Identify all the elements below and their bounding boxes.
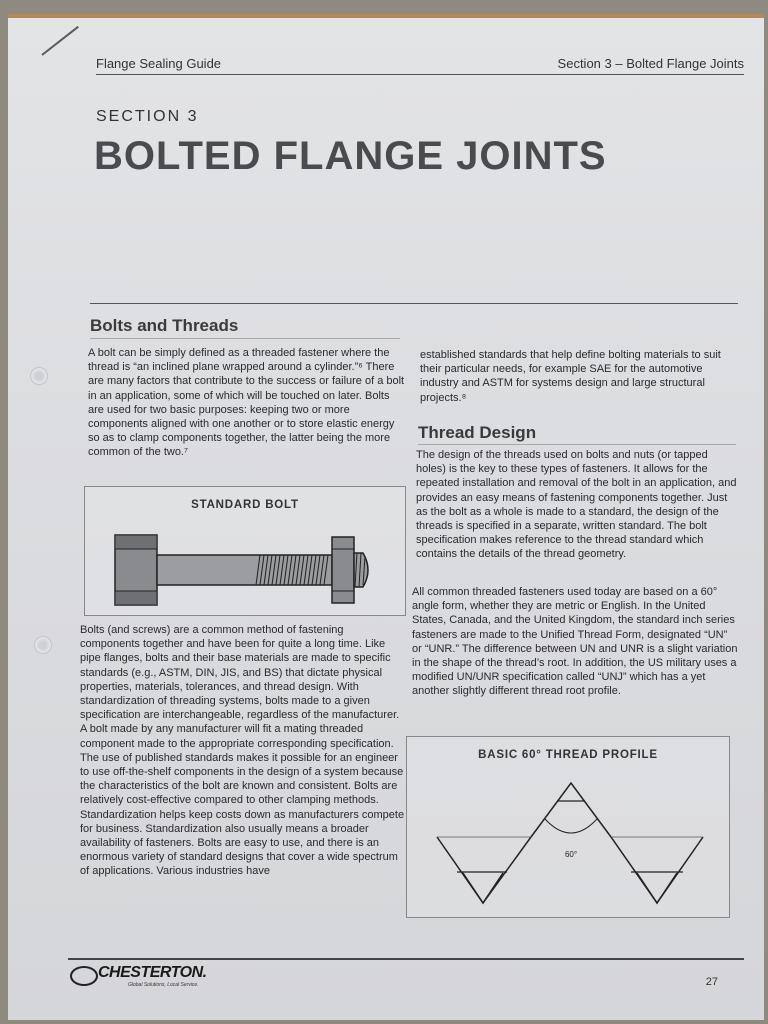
chesterton-logo [70, 964, 230, 992]
heading-thread-design: Thread Design [418, 423, 537, 442]
heading-rule [418, 444, 736, 445]
heading-bolts-and-threads: Bolts and Threads [90, 316, 239, 335]
binder-hole [30, 367, 48, 385]
title-rule [90, 303, 738, 304]
binder-hole [34, 636, 52, 654]
heading-rule [90, 338, 400, 339]
figure-title: STANDARD BOLT [191, 499, 299, 511]
bolt-illustration [85, 487, 405, 615]
figure-thread-profile [406, 736, 730, 918]
section-label: SECTION 3 [96, 108, 199, 125]
paragraph: established standards that help define bolting materials to suit their particular needs, for example SAE for the automotive industry and ASTM for systems design and large structural projects.⁸ [420, 349, 721, 404]
page-top-edge [8, 14, 764, 18]
document-page [8, 14, 764, 1020]
figure-standard-bolt [84, 486, 406, 616]
pen-mark [41, 26, 78, 56]
running-header-right: Section 3 – Bolted Flange Joints [557, 56, 744, 71]
logo-text: CHESTERTON. [98, 964, 207, 981]
logo-tagline: Global Solutions, Local Service. [128, 982, 199, 988]
running-header-left: Flange Sealing Guide [96, 56, 222, 71]
thread-profile-diagram [407, 737, 729, 917]
paragraph: Bolts (and screws) are a common method of fastening components together and have been for quite a long time. Like pipe flanges, bolts and their base materials are made to specific standards (e.g., ASTM, DIN, JIS, and BS) that dictate physical properties, materials, tolerances, and thread design. With standardization of threading systems, bolts made to a given specification are interchangeable, regardless of the manufacturer. A bolt made by any manufacturer will fit a mating threaded component made to the appropriate corresponding specification. The use of published standards makes it possible for an engineer to use off-the-shelf components in the design of a system because the characteristics of the bolt are known and consistent. Bolts are relatively cost-effective compared to other clamping methods. Standardization helps keep costs down as manufacturers compete for business. Standardization also usually means a broader availability of fasteners. Bolts are easy to use, and there is an enormous variety of standard designs that cover a wide spectrum of applications. Various industries have [80, 624, 405, 878]
page-number: 27 [705, 976, 718, 988]
figure-title: BASIC 60° THREAD PROFILE [478, 749, 658, 761]
logo-icon [70, 966, 98, 986]
paragraph: A bolt can be simply defined as a threaded fastener where the thread is “an inclined plane wrapped around a cylinder.”⁶ There are many factors that contribute to the success or failure of a bolt in an application, some of which will be touched on later. Bolts are used for two basic purposes: keeping two or more components aligned with one another or to store elastic energy so as to clamp components together, the latter being the more common of the two.⁷ [88, 347, 405, 459]
angle-label: 60° [564, 850, 578, 859]
page-title: BOLTED FLANGE JOINTS [94, 134, 607, 178]
footer-rule [68, 958, 744, 960]
paragraph: The design of the threads used on bolts and nuts (or tapped holes) is the key to these types of fasteners. It allows for the repeated installation and removal of the bolt in an application, and provides an easy means of fastening components together. Just as the bolt as a whole is made to a standard, the design of the threads is specified in a separate, written standard. The bolt specification makes reference to the thread standard which contains the details of the thread geometry. [416, 449, 737, 561]
header-rule [96, 74, 744, 75]
paragraph: All common threaded fasteners used today are based on a 60° angle form, whether they are metric or English. In the United States, Canada, and the United Kingdom, the standard inch series fasteners are made to the Unified Thread Form, designated “UN” or “UNR.” The difference between UN and UNR is a slight variation in the shape of the thread’s root. In addition, the US military uses a modified UN/UNR specification called “UNJ” which has a yet another slightly different thread root profile. [412, 586, 738, 698]
